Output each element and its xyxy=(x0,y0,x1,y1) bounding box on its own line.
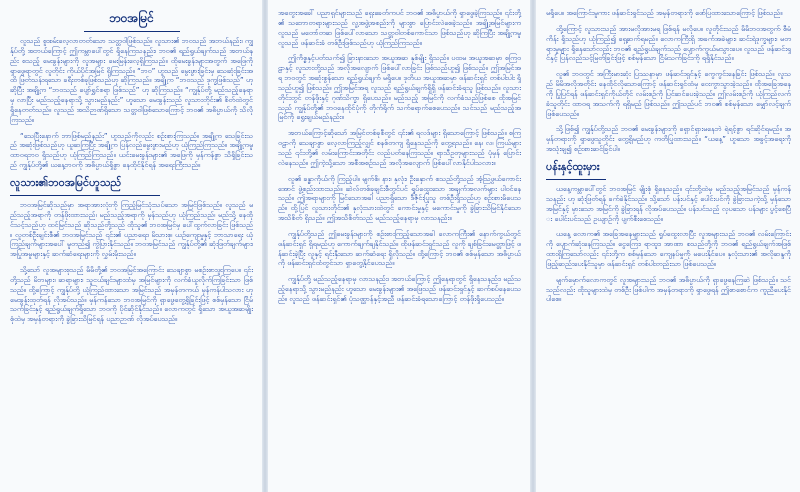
paragraph: သို့ဖြစ်၍ ကျွန်ုပ်တို့သည် ဘဝ၏ မေးခွန်းများကို ရှောင်ရှားမနေဘဲ ရဲရင့်စွာ ရင်ဆိုင်ရမည်။ အမှန်တရားကို ရှာဖွေသူတိုင်း တွေ့ရှိမည်ဟု ကတိပြုထားသည်။ “ယနေ့” ဟူသော အခွင့်အရေးကို အသုံးချ၍ စဉ်းစားဆင်ခြင်ပါ။ xyxy=(546,124,791,154)
paragraph: မရှိပေ။ အကြောင်းမူကား ဖန်ဆင်းရှင်သည် အမှန်တရားကို ဖော်ပြထားသောကြောင့် ဖြစ်သည်။ xyxy=(546,8,783,17)
paragraph: မျက်မှောက်လောကတွင် လူအများသည် ဘဝ၏ အဓိပ္ပာယ်ကို ရှာဖွေနေကြဆဲ ဖြစ်သည်။ သင်သည်လည်း ထိုသူများထဲမှ တစ်ဦး ဖြစ်ပါက အမှန်တရားကို ရှာဖွေရန် ဤစာစောင်က ကူညီပေးနိုင်ပါစေ။ xyxy=(546,274,791,304)
paragraph: လူသည် စူးစမ်းလေ့လာတတ်သော သတ္တဝါဖြစ်သည်။ လူသား၏ ဘဝသည် အဘယ်နည်း၊ ကျွန်ုပ်တို့ အဘယ်ကြောင့် ဤကမ္ဘာပေါ်တွင် ရှိနေကြသနည်း၊ ဘဝ၏ ရည်ရွယ်ချက်သည် အဘယ်နည်း စသည့် မေးခွန်းများကို လူအများ မေးမြန်းလေ့ရှိကြသည်။ ထိုမေးခွန်းများအတွက် အဖြေကို ရှာဖွေရာတွင် လူတိုင်း ကိုယ်ပိုင်အမြင် ရှိကြသည်။ “ဘဝ” ဟူသည် မွေးဖွားခြင်းမှ သေဆုံးခြင်းအထိ ဖြတ်သန်းရသော ခရီးတစ်ခုဖြစ်သည်ဟု ဆိုကြသည်။ အချို့က “ဘဝသည် ဒုက္ခဖြစ်သည်” ဟု ဆိုပြီး အချို့က “ဘဝသည် ပျော်ရွှင်စရာ ဖြစ်သည်” ဟု ဆိုကြသည်။ “ကျွန်ုပ်တို့ မည်သည့်နေရာမှ လာပြီး မည်သည့်နေရာသို့ သွားမည်နည်း” ဟူသော မေးခွန်းသည် လူသားတိုင်း၏ စိတ်ထဲတွင် ရှိနေတတ်သည်။ လူသည် အသိဉာဏ်ရှိသော သတ္တဝါဖြစ်သောကြောင့် ဘဝ၏ အဓိပ္ပာယ်ကို သိလိုကြသည်။ xyxy=(10,36,253,124)
paragraph: လူ၏ ခန္ဓာကိုယ်ကို ကြည့်ပါ။ မျက်စိ၊ နား၊ နှလုံး၊ ဦးနှောက် စသည်တို့သည် အံ့ဩဖွယ်ကောင်းအောင် ဖွဲ့စည်းထားသည်။ ဆဲလ်တစ်ခုချင်းစီတွင်ပင် ရှုပ်ထွေးသော အချက်အလက်များ ပါဝင်နေသည်။ ဤအရာများကို မြင်သောအခါ ပညာရှိသော ဒီဇိုင်းပြုသူ တစ်ဦးရှိသည်ဟု စဉ်းစားမိပေသည်။ ထို့ပြင် လူသားတိုင်း၏ နှလုံးသားထဲတွင် ကောင်းမှုနှင့် မကောင်းမှုကို ခွဲခြားသိမြင်နိုင်သော အသိစိတ် ရှိသည်။ ဤအသိစိတ်သည် မည်သည့်နေရာမှ လာသနည်း။ xyxy=(278,173,521,223)
heading-underline xyxy=(546,179,606,180)
paragraph: အတွေးအခေါ် ပညာရှင်များသည် ရှေးခေတ်ကပင် ဘဝ၏ အဓိပ္ပာယ်ကို ရှာဖွေခဲ့ကြသည်။ ၎င်းတို့၏ သဘောတရားများသည် လူ့အဖွဲ့အစည်းကို များစွာ ပြောင်းလဲစေခဲ့သည်။ အချို့အမြင်များက လူသည် မတော်တဆ ဖြစ်ပေါ်လာသော သတ္တဝါတစ်ကောင်သာ ဖြစ်သည်ဟု ဆိုကြပြီး အချို့ကမူ လူသည် ဖန်ဆင်းခံ တစ်ဦးဖြစ်သည်ဟု ယုံကြည်ကြသည်။ xyxy=(278,8,521,47)
flowers-heading: ပန်းနှင့်ထူးမှား xyxy=(546,159,600,173)
paragraph: ထို့ကြောင့် လူသားသည် အားမလိုအားမရ ဖြစ်ရန် မလိုပေ။ လူတိုင်းသည် မိမိဘဝအတွက် စီမံကိန်း ရှိသည်ဟု ယုံကြည်၍ ရှေ့ဆက်ရမည်။ လောကကြီးရှိ အခက်အခဲများ၊ ဆင်းရဲဒုက္ခများ၊ မတရားမှုများ ရှိနေသော်လည်း ဘဝ၏ ရည်ရွယ်ချက်သည် ပျောက်ကွယ်မသွားပေ။ လူသည် ဖန်ဆင်းရှင်နှင့် ပြန်လည်သင့်မြတ်ခြင်းဖြင့် စစ်မှန်သော ငြိမ်သက်ခြင်းကို ရရှိနိုင်သည်။ xyxy=(546,23,791,63)
panel-right xyxy=(536,0,800,492)
heading-underline xyxy=(10,195,160,196)
paragraph: ယနေ့ကမ္ဘာပေါ်တွင် ဘဝအမြင် မျိုးစုံ ရှိနေသည်။ ၎င်းတို့ထဲမှ မည်သည့်အမြင်သည် မှန်ကန်သနည်း ဟု ဆုံးဖြတ်ရန် ခက်ခဲနိုင်သည်။ သို့သော် ပန်းပင်နှင့် ပေါင်းပင်ကို ခွဲခြားသကဲ့သို့ မှန်သော အမြင်နှင့် မှားသော အမြင်ကို ခွဲခြားရန် လိုအပ်ပေသည်။ ပန်းပင်သည် လှပသော ပန်းများ ပွင့်စေပြီး ပေါင်းပင်သည် ဥယျာဉ်ကို ပျက်စီးစေသည်။ xyxy=(546,183,791,223)
panel-middle xyxy=(268,0,530,492)
paragraph: ယနေ့ လောက၏ အခြေအနေများသည် ရှုပ်ထွေးလာပြီး လူအများသည် ဘဝ၏ လမ်းကြောင်းကို ပျောက်ဆုံးနေကြသည်။ ငွေကြေး၊ ရာထူး၊ အာဏာ စသည်တို့ကို ဘဝ၏ ရည်ရွယ်ချက်အဖြစ် ထားရှိကြသော်လည်း ၎င်းတို့က စစ်မှန်သော ကျေနပ်မှုကို မပေးနိုင်ပေ။ နှလုံးသား၏ အလိုဆန္ဒကို ဖြည့်ဆည်းပေးနိုင်သူမှာ ဖန်ဆင်းရှင် တစ်ပါးတည်းသာ ဖြစ်ပေသည်။ xyxy=(546,229,791,268)
paragraph: သို့သော် လူအများစုသည် မိမိတို့၏ ဘဝအမြင်အကြောင်း သေချာစွာ မစဉ်းစားဖူးကြပေ။ ၎င်းတို့သည် မိဘများ၊ ဆရာများ၊ သူငယ်ချင်းများထံမှ အမြင်များကို လက်ခံယူလိုက်ကြခြင်းသာ ဖြစ်သည်။ ထို့ကြောင့် ကျွန်ုပ်တို့ ယုံကြည်ထားသော အမြင်သည် အမှန်တကယ် မှန်ကန်ပါသလား ဟု မေးခွန်းထုတ်ရန် လိုအပ်သည်။ မှန်ကန်သော ဘဝအမြင်ကို ရှာဖွေတွေ့ရှိခြင်းဖြင့် စစ်မှန်သော ငြိမ်သက်ခြင်းနှင့် ရည်ရွယ်ချက်ရှိသော ဘဝကို ပိုင်ဆိုင်နိုင်သည်။ လောကတွင် ရှိသော အယူအဆမျိုးစုံထဲမှ အမှန်တရားကို ခွဲခြားသိမြင်ရန် ပညာဉာဏ် လိုအပ်ပေသည်။ xyxy=(10,265,253,324)
paragraph: ကျွန်ုပ်တို့သည် ဤမေးခွန်းများကို စဉ်းစားကြည့်သောအခါ လောကကြီး၏ နောက်ကွယ်တွင် ဖန်ဆင်းရှင် ရှိရမည်ဟု ကောက်ချက်ချနိုင်သည်။ ထိုဖန်ဆင်းရှင်သည် လူကို ချစ်ခြင်းမေတ္တာဖြင့် ဖန်ဆင်းခဲ့ပြီး လူနှင့် ရင်းနှီးသော ဆက်ဆံရေး ရှိလိုသည်။ ထို့ကြောင့် ဘဝ၏ စစ်မှန်သော အဓိပ္ပာယ်ကို ဖန်ဆင်းရှင်ထံတွင်သာ ရှာတွေ့နိုင်ပေသည်။ xyxy=(278,228,521,268)
panel-left xyxy=(0,0,262,492)
paragraph: ကျွန်ုပ်တို့ မည်သည့်နေရာမှ လာသနည်း၊ အဘယ်ကြောင့် ဤနေရာတွင် ရှိနေသနည်း၊ မည်သည့်နေရာသို့ သွားမည်နည်း ဟူသော မေးခွန်းများ၏ အဖြေသည် ဖန်ဆင်းရှင်နှင့် ဆက်စပ်နေပေသည်။ လူသည် ဖန်ဆင်းရှင်၏ ပုံသဏ္ဌာန်နှင့်အညီ ဖန်ဆင်းခံရသောကြောင့် တန်ဖိုးရှိပေသည်။ xyxy=(278,274,521,303)
heading-underline xyxy=(84,31,180,32)
paragraph: ဘဝအမြင်ဆိုသည်မှာ အရာအားလုံးကို ကြည့်မြင်သုံးသပ်သော အမြင်ဖြစ်သည်။ လူသည် မည်သည့်အရာကို တန်ဖိုးထားသည်၊ မည်သည့်အရာကို မှန်သည်ဟု ယုံကြည်သည်၊ မည်သို့ နေထိုင်သင့်သည်ဟု ထင်မြင်သည် ဆိုသည်တို့သည် ထိုသူ၏ ဘဝအမြင်မှ ပေါ်ထွက်လာခြင်း ဖြစ်သည်။ လူတစ်ဦးချင်းစီ၏ ဘဝအမြင်သည် ၎င်း၏ ပညာရေး၊ မိသားစု၊ ယဉ်ကျေးမှုနှင့် ဘာသာရေး ယုံကြည်ချက်များအပေါ် မူတည်၍ ကွဲပြားနိုင်သည်။ ဘဝအမြင်သည် ကျွန်ုပ်တို့၏ ဆုံးဖြတ်ချက်များ၊ အပြုအမူများနှင့် ဆက်ဆံရေးများကို လွှမ်းမိုးသည်။ xyxy=(10,199,253,259)
paragraph: အဘယ်ကြောင့်ဆိုသော် အမြင်တစ်ခုစီတွင် ၎င်း၏ ရလဒ်များ ရှိသောကြောင့် ဖြစ်သည်။ စကြဝဠာကို သေချာစွာ လေ့လာကြည့်လျှင် စနစ်တကျ ရှိနေသည်ကို တွေ့ရသည်။ နေ၊ လ၊ ကြယ်များသည် ၎င်းတို့၏ လမ်းကြောင်းအတိုင်း လည်ပတ်နေကြသည်။ ရာသီဥတုများသည် ပုံမှန် ပြောင်းလဲနေသည်။ ဤကဲ့သို့သော အစီအစဉ်သည် အလိုအလျောက် ဖြစ်ပေါ်လာနိုင်ပါသလား။ xyxy=(278,128,521,167)
paragraph: ဤကိစ္စနှင့်ပတ်သက်၍ ခြားနားသော အယူအဆ နှစ်မျိုး ရှိသည်။ ပထမ အယူအဆမှာ စကြဝဠာနှင့် လူသားတို့သည် အလိုအလျောက် ဖြစ်ပေါ်လာခြင်း ဖြစ်သည်ဟူ၍ ဖြစ်သည်။ ဤအမြင်အရ ဘဝတွင် အဆုံးစွန်သော ရည်ရွယ်ချက် မရှိပေ။ ဒုတိယ အယူအဆမှာ ဖန်ဆင်းရှင် တစ်ပါးပါး ရှိသည်ဟူ၍ ဖြစ်သည်။ ဤအမြင်အရ လူသည် ရည်ရွယ်ချက်ရှိရှိ ဖန်ဆင်းခံရသူ ဖြစ်သည်။ လူသားတိုင်းတွင် တန်ဖိုးနှင့် ဂုဏ်သိက္ခာ ရှိပေသည်။ မည်သည့် အမြင်ကို လက်ခံသည်ဖြစ်စေ ထိုအမြင်သည် ကျွန်ုပ်တို့၏ ဘဝနေထိုင်ပုံကို တိုက်ရိုက် သက်ရောက်စေပေသည်။ သင်သည် မည်သည့်အမြင်ကို ရွေးချယ်မည်နည်း။ xyxy=(278,53,521,122)
paragraph: လူ၏ ဘဝတွင် အကြီးမားဆုံး ပြဿနာမှာ ဖန်ဆင်းရှင်နှင့် ကွေကွင်းနေခြင်း ဖြစ်သည်။ လူသည် မိမိအလိုအတိုင်း နေထိုင်လိုသောကြောင့် ဖန်ဆင်းရှင်ထံမှ ဝေးကွာသွားခဲ့သည်။ ထိုအခြေအနေကို ပြုပြင်ရန် ဖန်ဆင်းရှင်ကိုယ်တိုင် လမ်းစဉ်ကို ပြင်ဆင်ပေးခဲ့သည်။ ဤလမ်းစဉ်ကို ယုံကြည်လက်ခံသူတိုင်း ထာဝရ အသက်ကို ရရှိမည် ဖြစ်သည်။ ဤသည်ပင် ဘဝ၏ စစ်မှန်သော မျှော်လင့်ချက် ဖြစ်ပေသည်။ xyxy=(546,69,791,118)
human-view-heading: လူသား၏ဘဝအမြင်ဟူသည် xyxy=(10,175,122,189)
paragraph: “သေပြီးနောက် ဘာဖြစ်မည်နည်း” ဟူသည်ကိုလည်း စဉ်းစားကြသည်။ အချို့က သေခြင်းသည် အဆုံးဖြစ်သည်ဟု ယူဆကြပြီး အချို့က ပြန်လည်မွေးဖွားမည်ဟု ယုံကြည်ကြသည်။ အချို့ကမူ ထာဝရဘဝ ရှိသည်ဟု ယုံကြည်ကြသည်။ ယင်းမေးခွန်းများ၏ အဖြေကို မှန်ကန်စွာ သိရှိခြင်းသည် ကျွန်ုပ်တို့၏ ယနေ့ဘဝကို အဓိပ္ပာယ်ရှိစွာ နေထိုင်နိုင်ရန် အရေးကြီးသည်။ xyxy=(10,130,253,170)
life-view-heading: ဘဝအမြင် xyxy=(109,11,154,25)
